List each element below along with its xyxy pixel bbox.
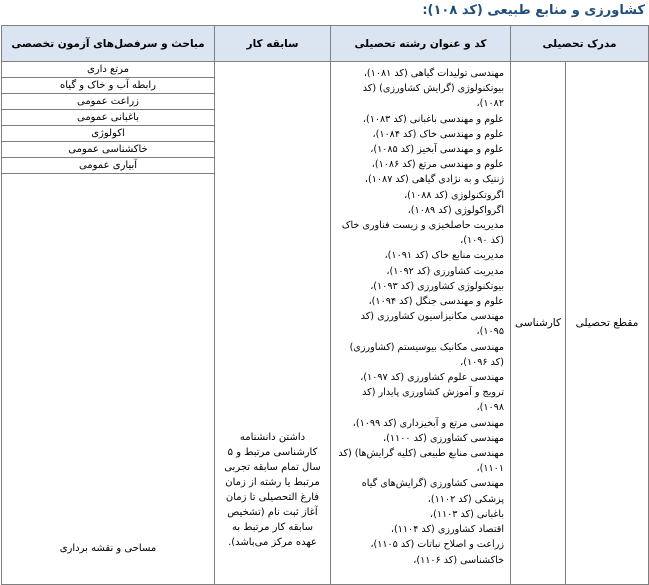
code-item: بیوتکنولوژی کشاورزی (کد ۱۰۹۳)، (370, 280, 504, 292)
code-item: زراعت و اصلاح نباتات (کد ۱۱۰۵)، (370, 539, 504, 551)
code-item: ژنتیک و به نژادی گیاهی (کد ۱۰۸۷)، (364, 174, 504, 186)
header-experience: سابقه کار (215, 26, 331, 62)
code-item: خاکشناسی (کد ۱۱۰۶)، (413, 554, 504, 566)
degree-cell: مقطع تحصیلی (566, 62, 649, 585)
subject-item: مرتع داری (2, 62, 214, 78)
code-item: علوم و مهندسی جنگل (کد ۱۰۹۴)، (368, 296, 504, 308)
code-item: بیوتکنولوژی (گرایش کشاورزی) (کد ۱۰۸۲)، (362, 83, 504, 110)
subjects-list (2, 62, 214, 174)
subject-item: خاکشناسی عمومی (2, 142, 214, 158)
subject-bottom-item: مساحی و نقشه برداری (59, 543, 157, 554)
header-codes: کد و عنوان رشته تحصیلی (331, 26, 511, 62)
subject-item: آبیاری عمومی (2, 158, 214, 174)
page-title: کشاورزی و منابع طبیعی (کد ۱۰۸): (422, 3, 645, 18)
experience-cell: داشتن دانشنامه کارشناسی مرتبط و ۵ سال تمام سابقه تجربی مرتبط یا رشته از زمان فارغ التحصیلی تا زمان آغاز ثبت نام (تشخیص سابقه کار مرتبط به عهده مرکز می‌باشد). (215, 62, 331, 585)
subject-item: باغبانی عمومی (2, 110, 214, 126)
code-item: باغبانی (کد ۱۱۰۳)، (429, 508, 504, 520)
code-item: اگرواکولوژی (کد ۱۰۸۹)، (407, 204, 504, 216)
code-item: علوم و مهندسی مرتع (کد ۱۰۸۶)، (371, 159, 504, 171)
code-item: مدیریت کشاورزی (کد ۱۰۹۲)، (386, 265, 504, 277)
code-item: مدیریت منابع خاک (کد ۱۰۹۱)، (384, 250, 504, 262)
subject-item: اکولوژی (2, 126, 214, 142)
code-item: اگروتکنولوژی (کد ۱۰۸۸)، (404, 189, 504, 201)
code-item: ترویج و آموزش کشاورزی پایدار (کد ۱۰۹۸)، (362, 387, 504, 414)
code-item: اقتصاد کشاورزی (کد ۱۱۰۴)، (390, 524, 504, 536)
code-item: مهندسی مکانیزاسیون کشاورزی (کد ۱۰۹۵)، (360, 311, 504, 338)
code-item: مدیریت حاصلخیزی و زیست فناوری خاک (کد ۱۰۹۰)، (341, 220, 504, 247)
subjects-cell (2, 62, 215, 585)
code-item: مهندسی مرتع و آبخیزداری (کد ۱۰۹۹)، (352, 417, 504, 429)
header-subjects: مباحث و سرفصل‌های آزمون تخصصی (2, 26, 215, 62)
requirements-table (1, 25, 649, 585)
codes-cell (331, 62, 511, 585)
code-item: مهندسی کشاورزی (کد ۱۱۰۰)، (383, 432, 504, 444)
header-degree: مدرک تحصیلی (511, 26, 649, 62)
code-item: مهندسی مکانیک بیوسیستم (کشاورزی) (کد ۱۰۹۶)، (349, 341, 504, 368)
field-cell: کارشناسی (511, 62, 566, 585)
code-item: مهندسی کشاورزی (گرایش‌های گیاه پزشکی (کد ۱۱۰۲)، (361, 478, 504, 505)
subject-item: رابطه آب و خاک و گیاه (2, 78, 214, 94)
code-item: مهندسی منابع طبیعی (کلیه گرایش‌ها) (کد ۱۱۰۱)، (338, 448, 504, 475)
code-item: مهندسی علوم کشاورزی (کد ۱۰۹۷)، (360, 372, 504, 384)
subject-item: زراعت عمومی (2, 94, 214, 110)
code-item: علوم و مهندسی آبخیز (کد ۱۰۸۵)، (370, 144, 504, 156)
code-item: مهندسی تولیدات گیاهی (کد ۱۰۸۱)، (363, 68, 504, 79)
header-row (2, 26, 649, 62)
code-item: علوم و مهندسی باغبانی (کد ۱۰۸۳)، (362, 113, 504, 125)
code-item: علوم و مهندسی خاک (کد ۱۰۸۴)، (372, 128, 504, 140)
table-row (2, 62, 649, 585)
